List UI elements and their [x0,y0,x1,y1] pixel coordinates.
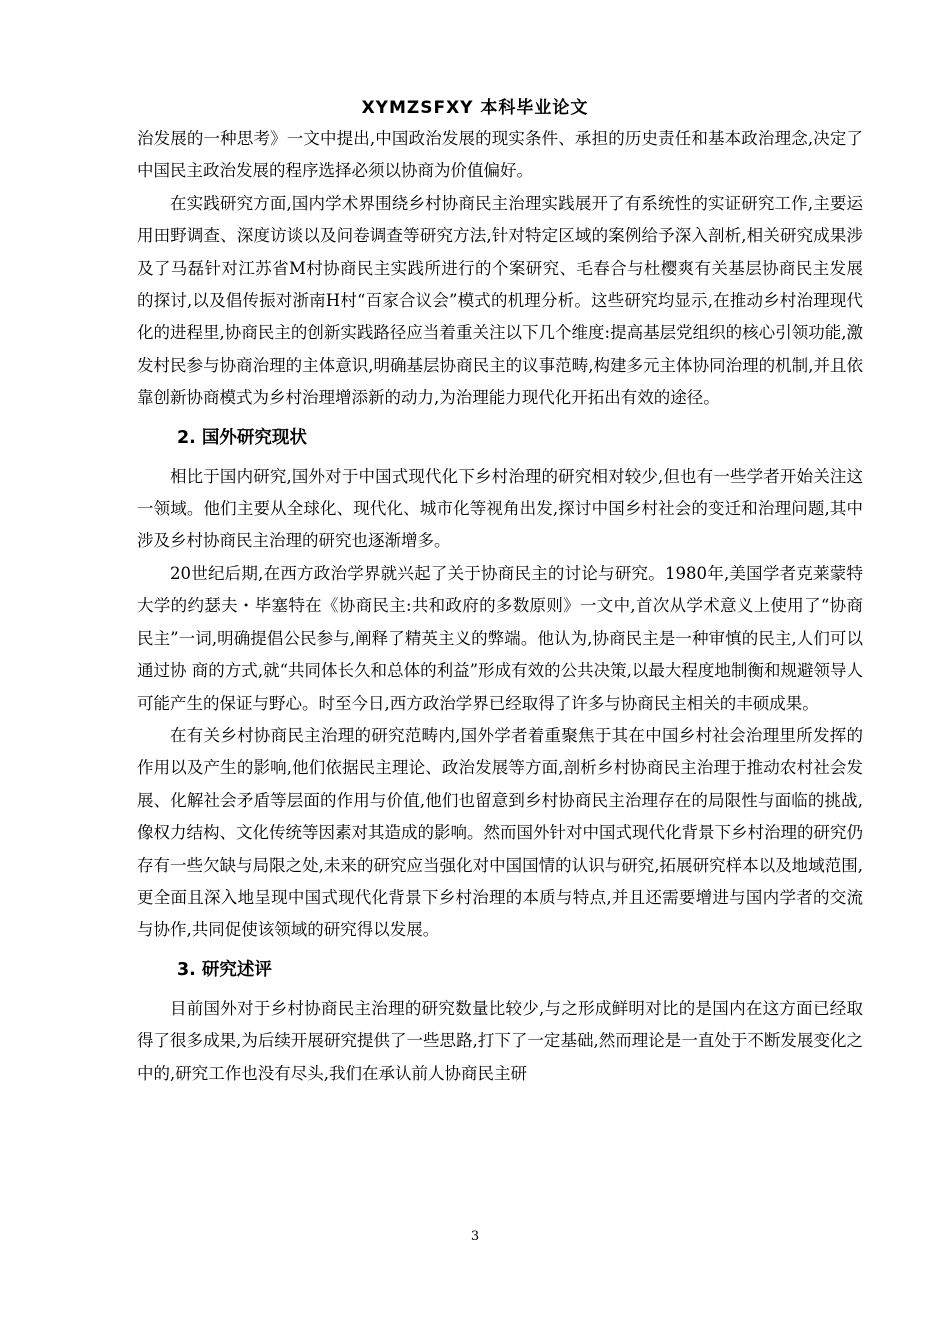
paragraph-practice-research: 在实践研究方面,国内学术界围绕乡村协商民主治理实践展开了有系统性的实证研究工作,主要运用田野调查、深度访谈以及问卷调查等研究方法,针对特定区域的案例给予深入剖析,相关研究成果涉及了马磊针对江苏省M村协商民主实践所进行的个案研究、毛春合与杜樱爽有关基层协商民主发展的探讨,以及倡传振对浙南H村“百家合议会”模式的机理分析。这些研究均显示,在推动乡村治理现代化的进程里,协商民主的创新实践路径应当着重关注以下几个维度:提高基层党组织的核心引领功能,激发村民参与协商治理的主体意识,明确基层协商民主的议事范畴,构建多元主体协同治理的机制,并且依靠创新协商模式为乡村治理增添新的动力,为治理能力现代化开拓出有效的途径。 [137,193,863,408]
paragraph-review: 目前国外对于乡村协商民主治理的研究数量比较少,与之形成鲜明对比的是国内在这方面已经取得了很多成果,为后续开展研究提供了一些思路,打下了一定基础,然而理论是一直处于不断发展变化之中的,研究工作也没有尽头,我们在承认前人协商民主研 [137,998,863,1083]
paragraph-western-history: 20世纪后期,在西方政治学界就兴起了关于协商民主的讨论与研究。1980年,美国学者克莱蒙特大学的约瑟夫・毕塞特在《协商民主:共和政府的多数原则》一文中,首次从学术意义上使用了“协商民主”一词,明确提倡公民参与,阐释了精英主义的弊端。他认为,协商民主是一种审慎的民主,人们可以通过协 商的方式,就“共同体长久和总体的利益”形成有效的公共决策,以最大程度地制衡和规避领导人可能产生的保证与野心。时至今日,西方政治学界已经取得了许多与协商民主相关的丰硕成果。 [137,563,863,713]
section-heading-foreign-research: 2. 国外研究现状 [177,427,307,448]
section-heading-research-review: 3. 研究述评 [177,959,272,980]
document-header: XYMZSFXY 本科毕业论文 [361,98,589,118]
paragraph-foreign-overview: 相比于国内研究,国外对于中国式现代化下乡村治理的研究相对较少,但也有一些学者开始关注这一领域。他们主要从全球化、现代化、城市化等视角出发,探讨中国乡村社会的变迁和治理问题,其中涉及乡村协商民主治理的研究也逐渐增多。 [137,466,863,551]
paragraph-foreign-focus: 在有关乡村协商民主治理的研究范畴内,国外学者着重聚焦于其在中国乡村社会治理里所发挥的作用以及产生的影响,他们依据民主理论、政治发展等方面,剖析乡村协商民主治理于推动农村社会发展、化解社会矛盾等层面的作用与价值,他们也留意到乡村协商民主治理存在的局限性与面临的挑战,像权力结构、文化传统等因素对其造成的影响。然而国外针对中国式现代化背景下乡村治理的研究仍存有一些欠缺与局限之处,未来的研究应当强化对中国国情的认识与研究,拓展研究样本以及地域范围,更全面且深入地呈现中国式现代化背景下乡村治理的本质与特点,并且还需要增进与国内学者的交流与协作,共同促使该领域的研究得以发展。 [137,725,863,940]
paragraph-continuation: 治发展的一种思考》一文中提出,中国政治发展的现实条件、承担的历史责任和基本政治理念,决定了中国民主政治发展的程序选择必须以协商为价值偏好。 [137,129,863,181]
page-number: 3 [470,1229,480,1244]
document-body [137,123,863,1090]
